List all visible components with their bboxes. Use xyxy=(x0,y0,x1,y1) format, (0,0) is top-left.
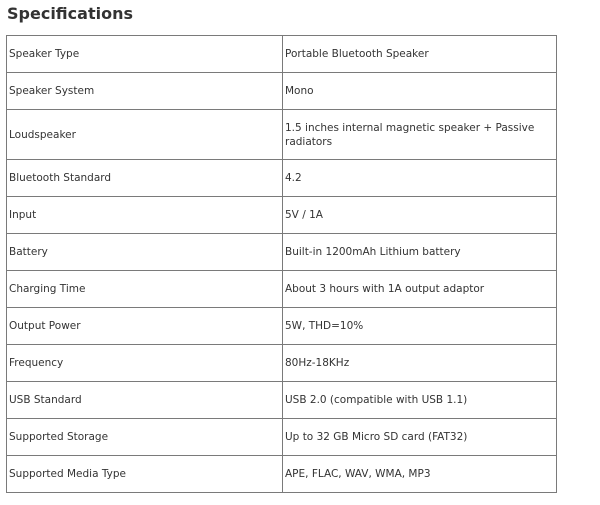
table-row xyxy=(7,308,557,345)
specifications-table xyxy=(6,35,557,493)
spec-label: Charging Time xyxy=(7,271,283,308)
spec-value: 80Hz-18KHz xyxy=(283,345,557,382)
spec-label: Input xyxy=(7,197,283,234)
table-row xyxy=(7,271,557,308)
spec-value: Up to 32 GB Micro SD card (FAT32) xyxy=(283,419,557,456)
table-row xyxy=(7,456,557,493)
spec-value: Built-in 1200mAh Lithium battery xyxy=(283,234,557,271)
spec-label: Battery xyxy=(7,234,283,271)
table-row xyxy=(7,234,557,271)
spec-label: Supported Media Type xyxy=(7,456,283,493)
spec-label: Frequency xyxy=(7,345,283,382)
spec-value: About 3 hours with 1A output adaptor xyxy=(283,271,557,308)
spec-label: Speaker System xyxy=(7,73,283,110)
spec-value: Mono xyxy=(283,73,557,110)
spec-label: Loudspeaker xyxy=(7,110,283,160)
spec-value: 4.2 xyxy=(283,160,557,197)
spec-value: 5W, THD=10% xyxy=(283,308,557,345)
table-row xyxy=(7,345,557,382)
spec-label: Supported Storage xyxy=(7,419,283,456)
spec-label: Bluetooth Standard xyxy=(7,160,283,197)
table-row xyxy=(7,197,557,234)
spec-value: 1.5 inches internal magnetic speaker + Passive radiators xyxy=(283,110,557,160)
spec-value: 5V / 1A xyxy=(283,197,557,234)
spec-label: Speaker Type xyxy=(7,36,283,73)
spec-value: APE, FLAC, WAV, WMA, MP3 xyxy=(283,456,557,493)
table-row xyxy=(7,36,557,73)
spec-value: USB 2.0 (compatible with USB 1.1) xyxy=(283,382,557,419)
table-row xyxy=(7,382,557,419)
table-row xyxy=(7,419,557,456)
page-title: Specifications xyxy=(7,4,133,23)
table-row xyxy=(7,73,557,110)
spec-label: Output Power xyxy=(7,308,283,345)
spec-label: USB Standard xyxy=(7,382,283,419)
table-row xyxy=(7,160,557,197)
table-row xyxy=(7,110,557,160)
spec-value: Portable Bluetooth Speaker xyxy=(283,36,557,73)
